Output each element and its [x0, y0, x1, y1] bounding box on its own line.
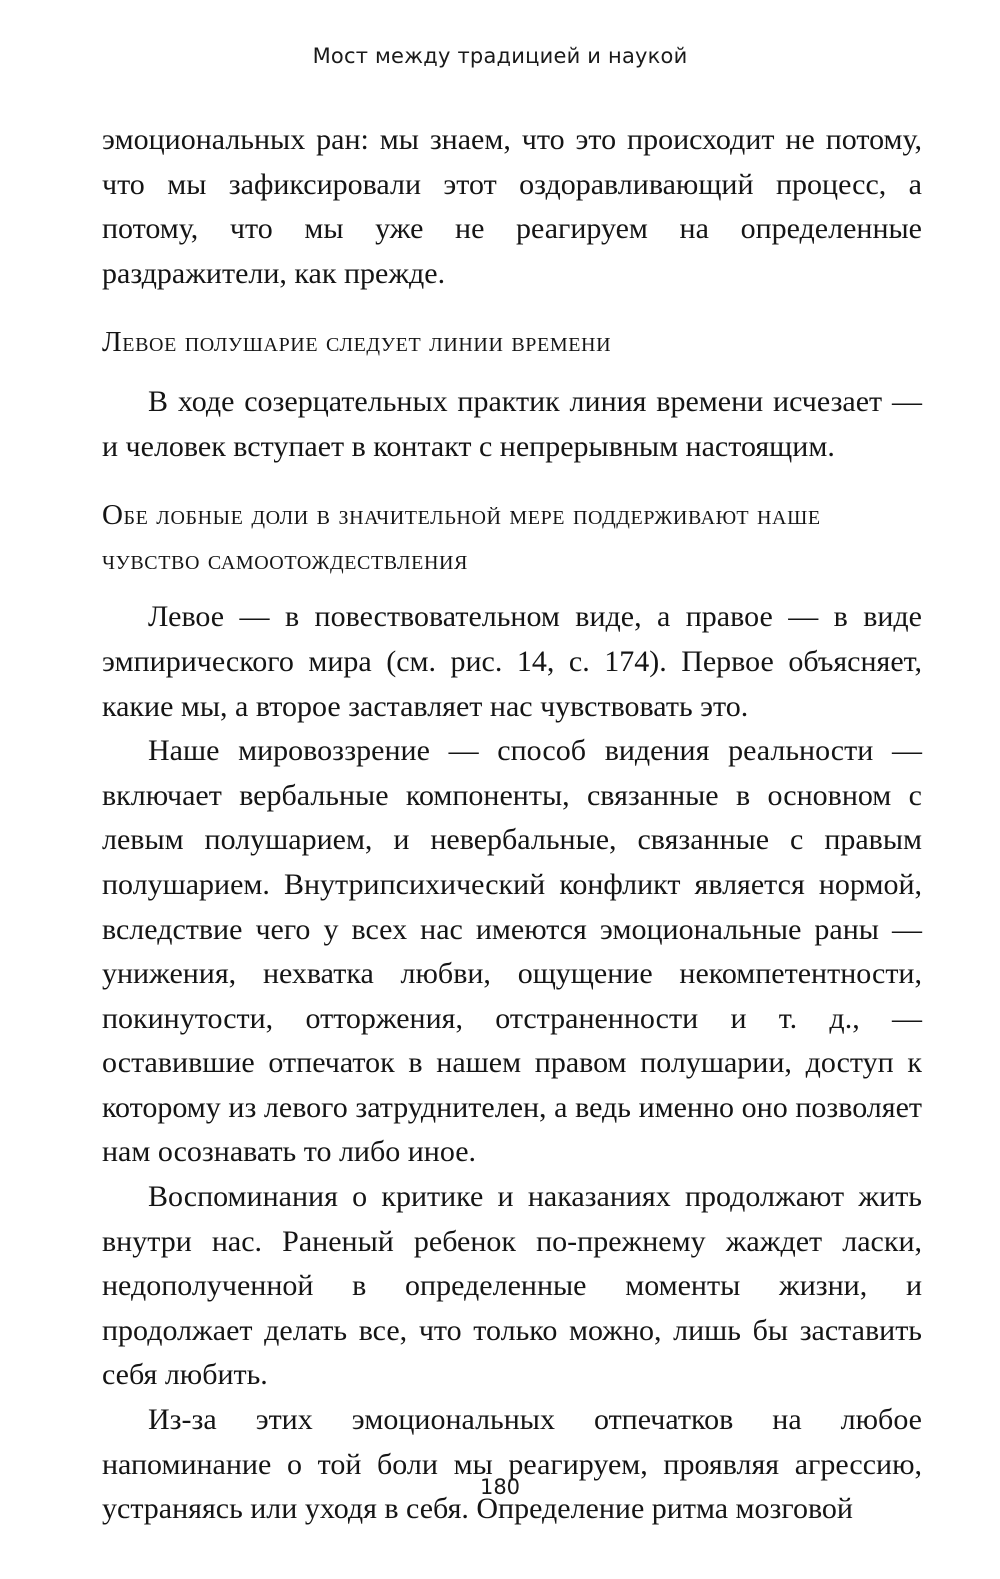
body-text [102, 118, 922, 1532]
paragraph-continuation: эмоциональных ран: мы знаем, что это происходит не потому, что мы зафиксировали этот оздоравливающий процесс, а потому, что мы уже не реагируем на определенные раздражители, как прежде. [102, 123, 922, 290]
paragraph: Левое — в повествовательном виде, а правое — в виде эмпирического мира (см. рис. 14, с. 174). Первое объясняет, какие мы, а второе заставляет нас чувствовать это. [102, 600, 922, 723]
running-head: Мост между традицией и наукой [312, 44, 688, 68]
paragraph: Наше мировоззрение — способ видения реальности — включает вербальные компоненты, связанные в основном с левым полушарием, и невербальные, связанные с правым полушарием. Внутрипсихический конфликт является нормой, вследствие чего у всех нас имеются эмоциональные раны — унижения, нехватка любви, ощущение некомпетентности, покинутости, отторжения, отстраненности и т. д., — оставившие отпечаток в нашем правом полушарии, доступ к которому из левого затруднителен, а ведь именно оно позволяет нам осознавать то либо иное. [102, 734, 922, 1169]
paragraph: В ходе созерцательных практик линия времени исчезает — и человек вступает в контакт с непрерывным настоящим. [102, 384, 922, 463]
page-number: 180 [479, 1475, 521, 1499]
section-heading-frontal-lobes: Обе лобные доли в значительной мере поддерживают наше чувство самоотождествления [102, 499, 821, 576]
paragraph: Воспоминания о критике и наказаниях продолжают жить внутри нас. Раненый ребенок по-прежнему жаждет ласки, недополученной в определенные моменты жизни, и продолжает делать все, что только можно, лишь бы заставить себя любить. [102, 1180, 922, 1392]
section-heading-left-hemisphere: Левое полушарие следует линии времени [102, 326, 612, 359]
paragraph: Из-за этих эмоциональных отпечатков на любое напоминание о той боли мы реагируем, проявляя агрессию, устраняясь или уходя в себя. Определение ритма мозговой [102, 1403, 922, 1526]
